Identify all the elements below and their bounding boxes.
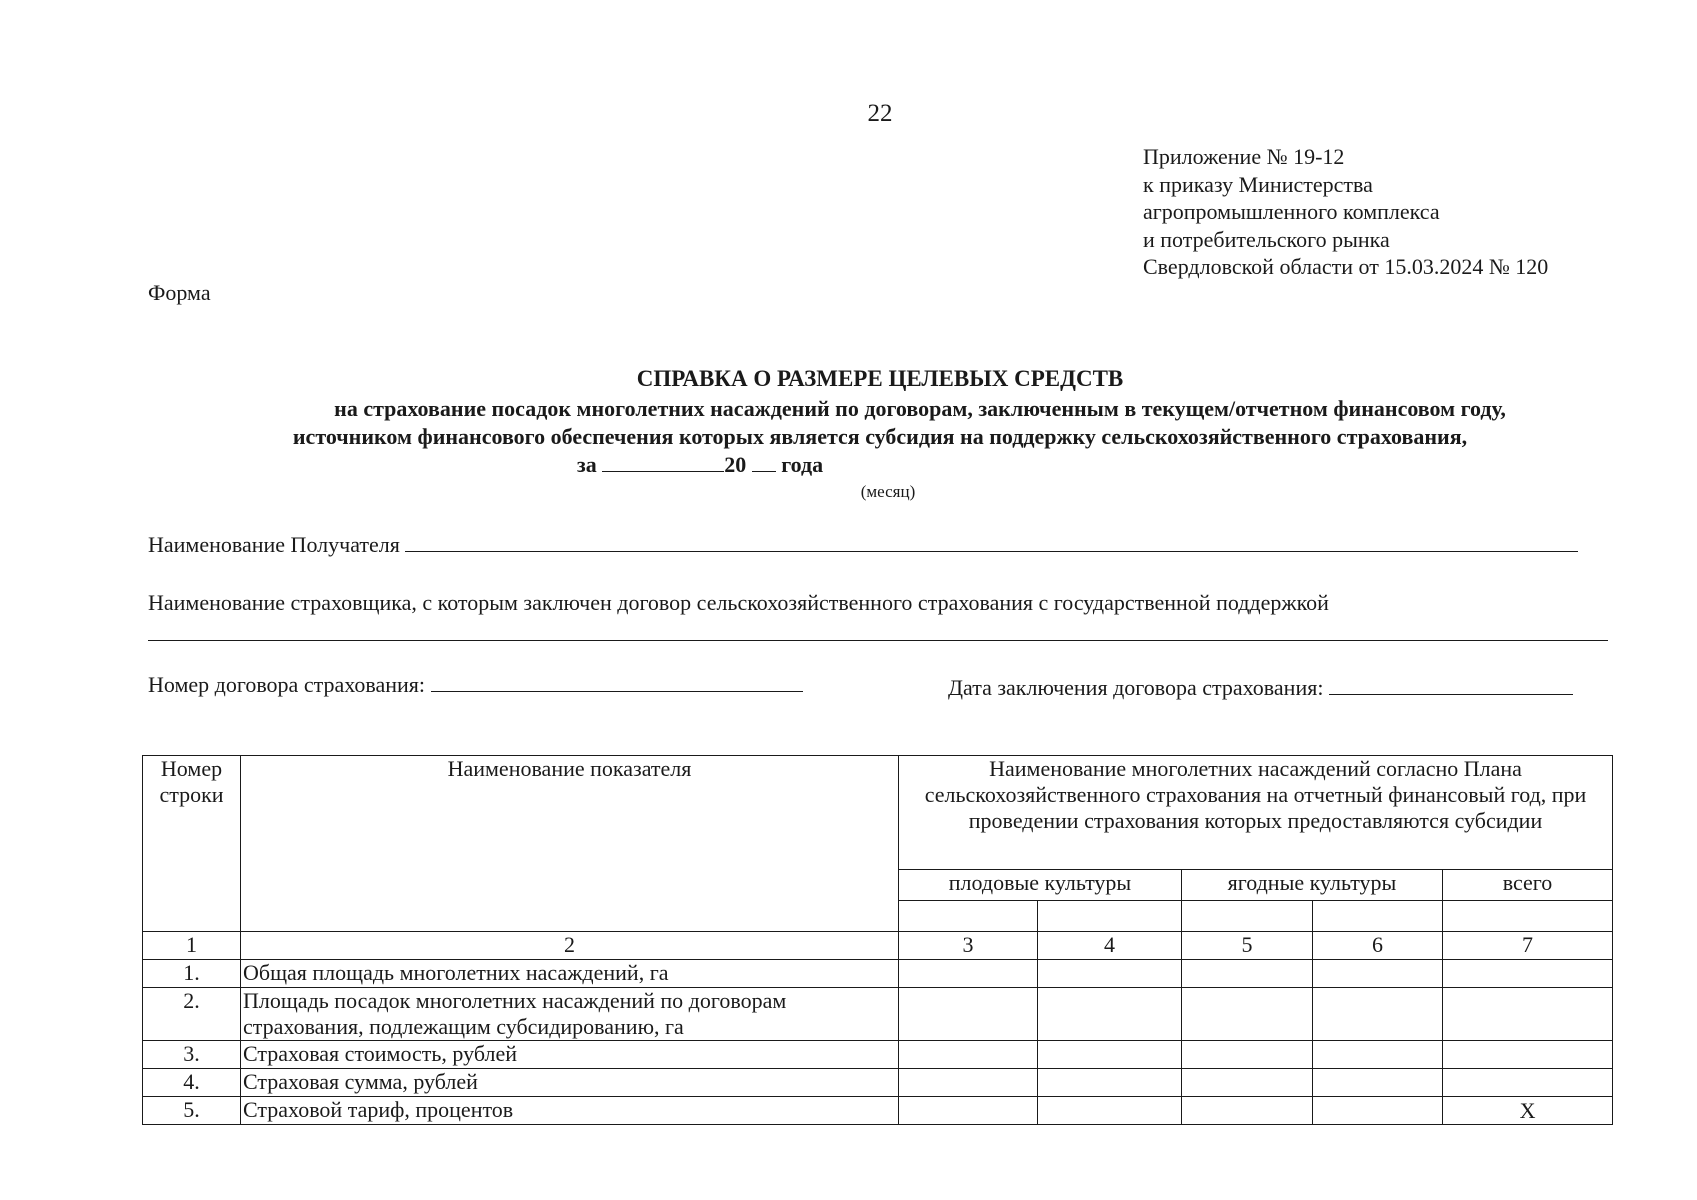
indicators-table	[142, 755, 1613, 1125]
value-cell[interactable]	[1443, 988, 1613, 1041]
value-cell[interactable]	[1182, 1069, 1313, 1097]
value-cell[interactable]	[1182, 1041, 1313, 1069]
value-cell[interactable]	[1182, 960, 1313, 988]
value-cell[interactable]: Х	[1443, 1097, 1613, 1125]
row-number: 2.	[143, 988, 241, 1041]
header-row-number: Номер строки	[143, 756, 241, 932]
value-cell[interactable]	[1038, 1069, 1182, 1097]
contract-number-blank[interactable]	[431, 673, 803, 692]
column-number: 2	[241, 932, 899, 960]
header-subcell	[1313, 900, 1443, 931]
header-subcell	[1443, 900, 1613, 931]
insurer-label: Наименование страховщика, с которым заключен договор сельскохозяйственного страхования с государственной поддержкой	[148, 590, 1329, 615]
year-blank[interactable]	[752, 453, 776, 472]
column-number: 1	[143, 932, 241, 960]
document-subtitle-line: на страхование посадок многолетних насаждений по договорам, заключенным в текущем/отчетном финансовом году,	[334, 396, 1506, 421]
column-number: 4	[1038, 932, 1182, 960]
column-number: 5	[1182, 932, 1313, 960]
row-indicator-name: Страховая стоимость, рублей	[241, 1041, 899, 1069]
contract-date-blank[interactable]	[1329, 676, 1573, 695]
appendix-reference	[1143, 143, 1548, 281]
value-cell[interactable]	[1443, 1041, 1613, 1069]
column-number: 6	[1313, 932, 1443, 960]
contract-number-label: Номер договора страхования:	[148, 672, 426, 697]
month-blank[interactable]	[602, 453, 724, 472]
value-cell[interactable]	[1443, 960, 1613, 988]
value-cell[interactable]	[899, 1097, 1038, 1125]
value-cell[interactable]	[899, 1041, 1038, 1069]
page-number: 22	[867, 100, 893, 127]
header-subcell	[899, 900, 1038, 931]
value-cell[interactable]	[1038, 960, 1182, 988]
period-prefix: за	[576, 452, 597, 477]
column-number: 3	[899, 932, 1038, 960]
contract-number-field	[148, 672, 803, 698]
recipient-blank[interactable]	[405, 533, 1578, 552]
header-subcell	[1038, 900, 1182, 931]
value-cell[interactable]	[899, 960, 1038, 988]
value-cell[interactable]	[1313, 1041, 1443, 1069]
document-subtitle-line: источником финансового обеспечения которых является субсидия на поддержку сельскохозяйственного страхования,	[292, 424, 1468, 449]
contract-date-field	[948, 675, 1573, 701]
contract-date-label: Дата заключения договора страхования:	[948, 675, 1324, 700]
value-cell[interactable]	[1038, 988, 1182, 1041]
row-number: 3.	[143, 1041, 241, 1069]
header-plantings: Наименование многолетних насаждений согласно Плана сельскохозяйственного страхования на отчетный финансовый год, при проведении страхования которых предоставляются субсидии	[899, 756, 1613, 870]
value-cell[interactable]	[1313, 1069, 1443, 1097]
value-cell[interactable]	[1313, 988, 1443, 1041]
value-cell[interactable]	[1038, 1097, 1182, 1125]
table-row	[143, 960, 1613, 988]
appendix-line: Свердловской области от 15.03.2024 № 120	[1143, 254, 1549, 279]
row-indicator-name: Общая площадь многолетних насаждений, га	[241, 960, 899, 988]
form-label: Форма	[148, 280, 211, 305]
table-row	[143, 1069, 1613, 1097]
value-cell[interactable]	[899, 1069, 1038, 1097]
header-indicator: Наименование показателя	[241, 756, 899, 932]
table-row	[143, 988, 1613, 1041]
value-cell[interactable]	[1443, 1069, 1613, 1097]
header-subcell	[1182, 900, 1313, 931]
header-berry: ягодные культуры	[1182, 869, 1443, 900]
report-period	[0, 452, 1400, 478]
table-row	[143, 1097, 1613, 1125]
value-cell[interactable]	[1313, 960, 1443, 988]
row-indicator-name: Страховая сумма, рублей	[241, 1069, 899, 1097]
period-year-prefix: 20	[724, 452, 747, 477]
document-title: СПРАВКА О РАЗМЕРЕ ЦЕЛЕВЫХ СРЕДСТВ	[636, 366, 1124, 391]
appendix-line: агропромышленного комплекса	[1143, 199, 1440, 224]
header-fruit: плодовые культуры	[899, 869, 1182, 900]
column-number: 7	[1443, 932, 1613, 960]
value-cell[interactable]	[1182, 988, 1313, 1041]
row-indicator-name: Площадь посадок многолетних насаждений по договорам страхования, подлежащим субсидированию, га	[241, 988, 899, 1041]
value-cell[interactable]	[1038, 1041, 1182, 1069]
row-number: 1.	[143, 960, 241, 988]
month-hint: (месяц)	[860, 482, 916, 501]
row-number: 4.	[143, 1069, 241, 1097]
insurer-blank[interactable]	[148, 640, 1608, 641]
header-total: всего	[1443, 869, 1613, 900]
recipient-field	[148, 532, 1578, 558]
period-suffix: года	[781, 452, 824, 477]
appendix-line: Приложение № 19-12	[1143, 144, 1345, 169]
table-row	[143, 1041, 1613, 1069]
value-cell[interactable]	[1182, 1097, 1313, 1125]
row-number: 5.	[143, 1097, 241, 1125]
appendix-line: к приказу Министерства	[1143, 171, 1373, 197]
recipient-label: Наименование Получателя	[148, 532, 400, 557]
row-indicator-name: Страховой тариф, процентов	[241, 1097, 899, 1125]
value-cell[interactable]	[899, 988, 1038, 1041]
value-cell[interactable]	[1313, 1097, 1443, 1125]
appendix-line: и потребительского рынка	[1143, 226, 1390, 252]
